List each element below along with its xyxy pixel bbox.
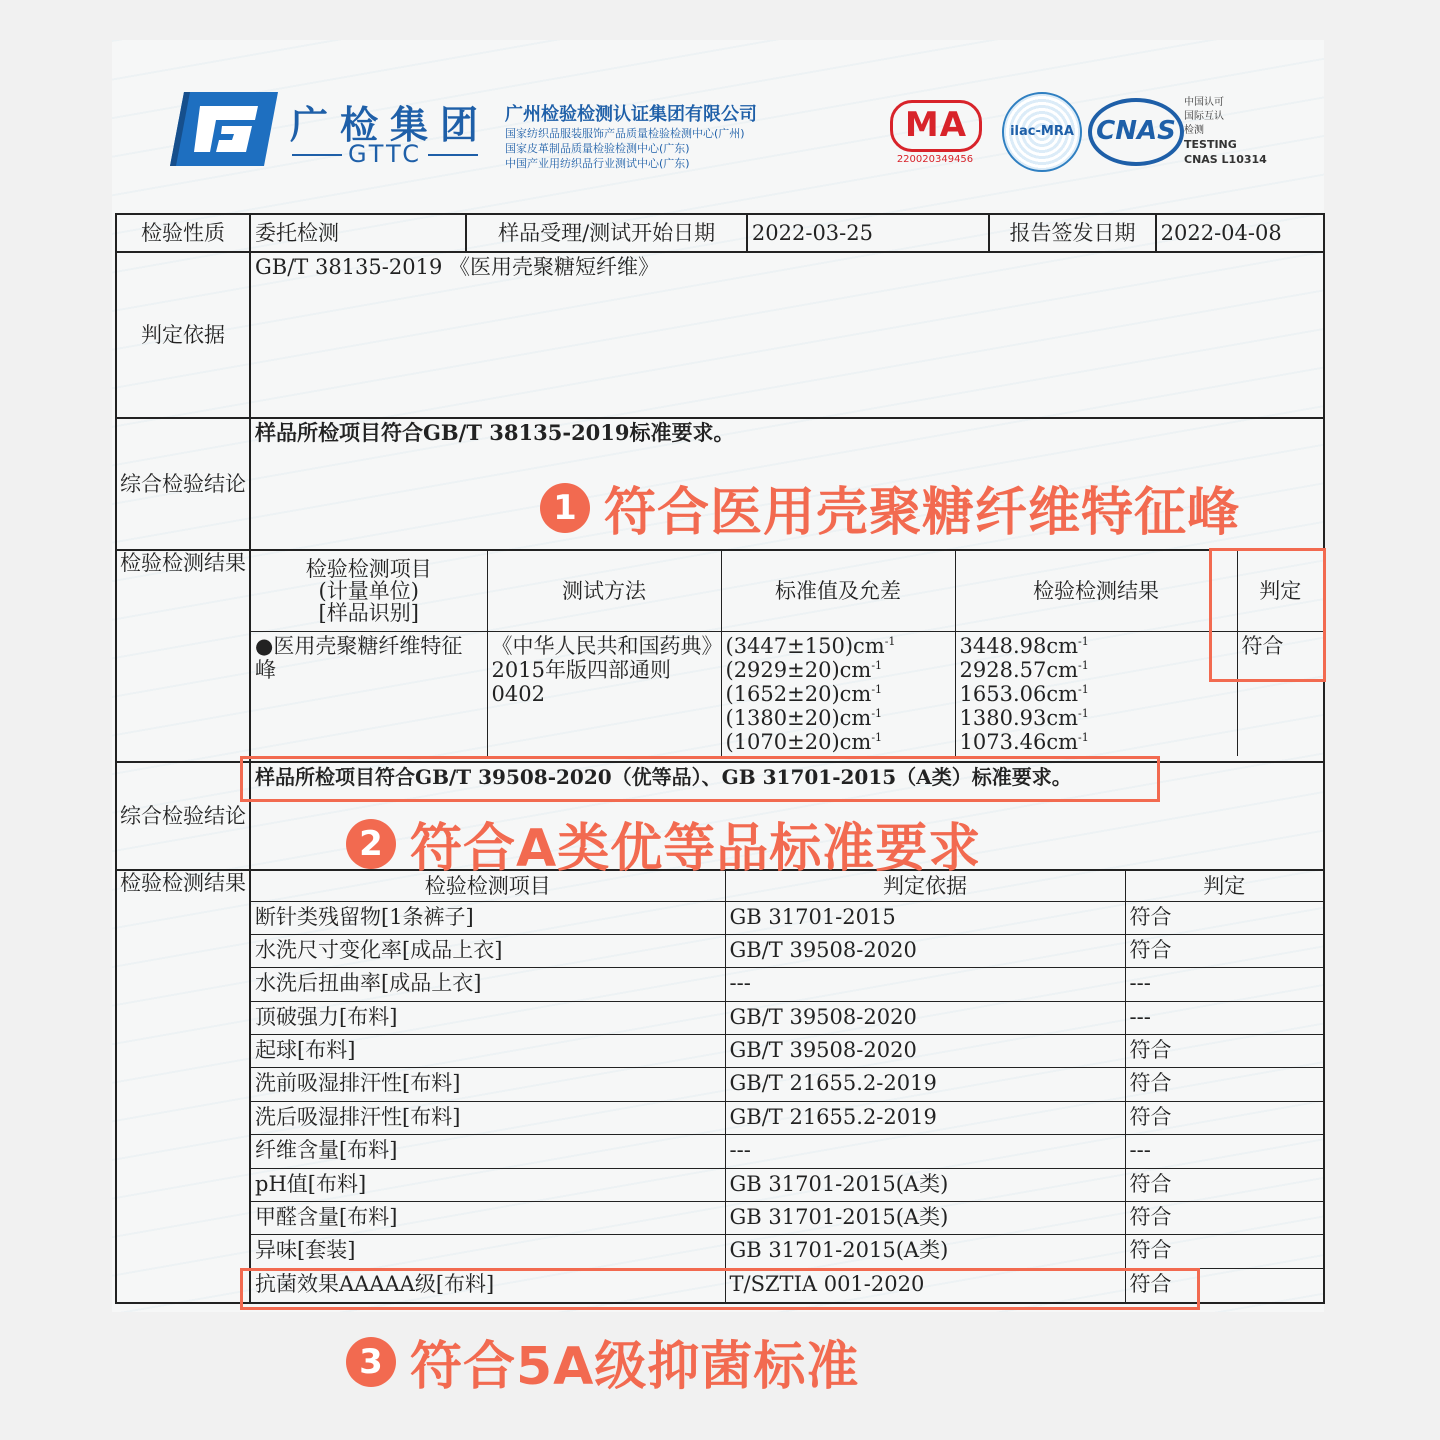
- t2-row: [251, 1168, 1323, 1201]
- conclusion-label-1: 综合检验结论: [116, 418, 250, 550]
- t2-header-basis: 判定依据: [725, 871, 1125, 901]
- t2-row: [251, 934, 1323, 967]
- results-table-2-cell: [250, 870, 1324, 1303]
- conclusion-label-2: 综合检验结论: [116, 762, 250, 870]
- t2-row: [251, 1235, 1323, 1268]
- t1-header-result: 检验检测结果: [955, 551, 1237, 631]
- t2-basis: GB 31701-2015(A类): [725, 1202, 1125, 1235]
- callout-2-number: 2: [346, 819, 396, 869]
- t2-item: 甲醛含量[布料]: [251, 1202, 725, 1235]
- callout-2-text: 符合A类优等品标准要求: [410, 819, 982, 879]
- brand-name-en: GTTC: [286, 140, 484, 168]
- ilac-mra-seal: ilac-MRA: [1002, 92, 1082, 172]
- t2-row: [251, 1101, 1323, 1134]
- organization-sub-3: 中国产业用纺织品行业测试中心(广东): [505, 157, 690, 170]
- t1-header-item: 检验检测项目 (计量单位) [样品识别]: [251, 551, 487, 631]
- t2-verdict: ---: [1125, 1135, 1323, 1168]
- t2-item: 纤维含量[布料]: [251, 1135, 725, 1168]
- results-table-1: [251, 551, 1323, 756]
- t2-basis: ---: [725, 968, 1125, 1001]
- brand-name-cn: 广检集团: [290, 103, 491, 147]
- t2-basis: T/SZTIA 001-2020: [725, 1268, 1125, 1301]
- t1-verdict: 符合: [1237, 631, 1323, 756]
- t2-row: [251, 1068, 1323, 1101]
- t2-basis: GB 31701-2015: [725, 901, 1125, 934]
- results-label-1: 检验检测结果: [116, 550, 250, 762]
- t2-row: [251, 968, 1323, 1001]
- cma-mark: MA: [890, 100, 982, 152]
- t1-header-method: 测试方法: [487, 551, 721, 631]
- t2-item: 异味[套装]: [251, 1235, 725, 1268]
- start-date-value: 2022-03-25: [747, 214, 989, 252]
- nature-value: 委托检测: [250, 214, 466, 252]
- t2-row: [251, 1202, 1323, 1235]
- organization-sub-1: 国家纺织品服装服饰产品质量检验检测中心(广州): [505, 127, 745, 140]
- t2-verdict: 符合: [1125, 1268, 1323, 1301]
- highlight-antibacterial-box: [240, 1268, 1200, 1310]
- t2-header-verdict: 判定: [1125, 871, 1323, 901]
- cnas-text: 中国认可 国际互认 检测 TESTING CNAS L10314: [1184, 97, 1267, 166]
- t2-row: [251, 1035, 1323, 1068]
- callout-3: [346, 1324, 859, 1399]
- t2-basis: GB/T 21655.2-2019: [725, 1101, 1125, 1134]
- t2-verdict: ---: [1125, 1001, 1323, 1034]
- t2-item: 起球[布料]: [251, 1035, 725, 1068]
- t2-basis: GB/T 39508-2020: [725, 1001, 1125, 1034]
- t2-item: 抗菌效果AAAAA级[布料]: [251, 1268, 725, 1301]
- t1-method: 《中华人民共和国药典》2015年版四部通则0402: [487, 631, 721, 756]
- basis-label: 判定依据: [116, 252, 250, 418]
- organization-sub-2: 国家皮革制品质量检验检测中心(广东): [505, 142, 690, 155]
- t2-verdict: 符合: [1125, 1202, 1323, 1235]
- cma-seal: [890, 100, 980, 165]
- cnas-seal: CNAS: [1088, 98, 1184, 166]
- callout-1: [540, 470, 1240, 545]
- report-header: [0, 0, 1440, 205]
- t2-basis: GB/T 39508-2020: [725, 934, 1125, 967]
- callout-1-number: 1: [540, 483, 590, 533]
- t1-results: $3448.98cm^{-1}$ $2928.57cm^{-1}$ $1653.06cm^{-1}$ $1380.93cm^{-1}$ $1073.46cm^{-1}$: [955, 631, 1237, 756]
- t2-verdict: 符合: [1125, 1235, 1323, 1268]
- callout-1-text: 符合医用壳聚糖纤维特征峰: [604, 483, 1241, 543]
- t2-item: 顶破强力[布料]: [251, 1001, 725, 1034]
- t2-verdict: 符合: [1125, 1068, 1323, 1101]
- t2-verdict: ---: [1125, 968, 1323, 1001]
- t1-item: ●医用壳聚糖纤维特征峰: [251, 631, 487, 756]
- t2-verdict: 符合: [1125, 901, 1323, 934]
- t2-row: [251, 901, 1323, 934]
- results-table-2: [251, 871, 1323, 1302]
- highlight-verdict-box: [1209, 548, 1326, 682]
- issue-date-label: 报告签发日期: [989, 214, 1155, 252]
- t2-verdict: 符合: [1125, 1168, 1323, 1201]
- callout-3-number: 3: [346, 1337, 396, 1387]
- t2-item: 洗后吸湿排汗性[布料]: [251, 1101, 725, 1134]
- t2-row: [251, 1001, 1323, 1034]
- basis-value: GB/T 38135-2019 《医用壳聚糖短纤维》: [250, 252, 1324, 418]
- t2-basis: GB/T 39508-2020: [725, 1035, 1125, 1068]
- organization-name: 广州检验检测认证集团有限公司: [505, 104, 757, 125]
- t2-row: [251, 1135, 1323, 1168]
- t2-basis: GB/T 21655.2-2019: [725, 1068, 1125, 1101]
- t2-basis: ---: [725, 1135, 1125, 1168]
- t2-item: pH值[布料]: [251, 1168, 725, 1201]
- t2-item: 水洗尺寸变化率[成品上衣]: [251, 934, 725, 967]
- t2-item: 断针类残留物[1条裤子]: [251, 901, 725, 934]
- callout-3-text: 符合5A级抑菌标准: [410, 1337, 860, 1397]
- t2-verdict: 符合: [1125, 1035, 1323, 1068]
- t2-basis: GB 31701-2015(A类): [725, 1168, 1125, 1201]
- organization-info: [505, 100, 757, 171]
- results-label-2: 检验检测结果: [116, 870, 250, 1303]
- t2-item: 洗前吸湿排汗性[布料]: [251, 1068, 725, 1101]
- t1-header-standard: 标准值及允差: [721, 551, 955, 631]
- conclusion-2: 样品所检项目符合GB/T 39508-2020（优等品）、GB 31701-2015（A类）标准要求。: [250, 762, 1324, 870]
- start-date-label: 样品受理/测试开始日期: [466, 214, 747, 252]
- issue-date-value: 2022-04-08: [1156, 214, 1324, 252]
- t2-item: 水洗后扭曲率[成品上衣]: [251, 968, 725, 1001]
- results-table-1-cell: [250, 550, 1324, 762]
- t1-header-verdict: 判定: [1237, 551, 1323, 631]
- t2-basis: GB 31701-2015(A类): [725, 1235, 1125, 1268]
- t1-standard: $(3447\pm 150)cm^{-1}$ $(2929\pm 20)cm^{-1}$ $(1652\pm 20)cm^{-1}$ $(1380\pm 20)cm^{-1}$ $(1070\pm 20)cm^{-1}$: [721, 631, 955, 756]
- callout-2: [346, 806, 981, 881]
- t2-header-item: 检验检测项目: [251, 871, 725, 901]
- highlight-conclusion-box: [240, 756, 1160, 802]
- conclusion-1: 样品所检项目符合GB/T 38135-2019标准要求。: [250, 418, 1324, 550]
- cma-number: 220020349456: [896, 154, 974, 165]
- t2-verdict: 符合: [1125, 1101, 1323, 1134]
- nature-label: 检验性质: [116, 214, 250, 252]
- t2-verdict: 符合: [1125, 934, 1323, 967]
- gttc-logo-icon: [170, 92, 278, 166]
